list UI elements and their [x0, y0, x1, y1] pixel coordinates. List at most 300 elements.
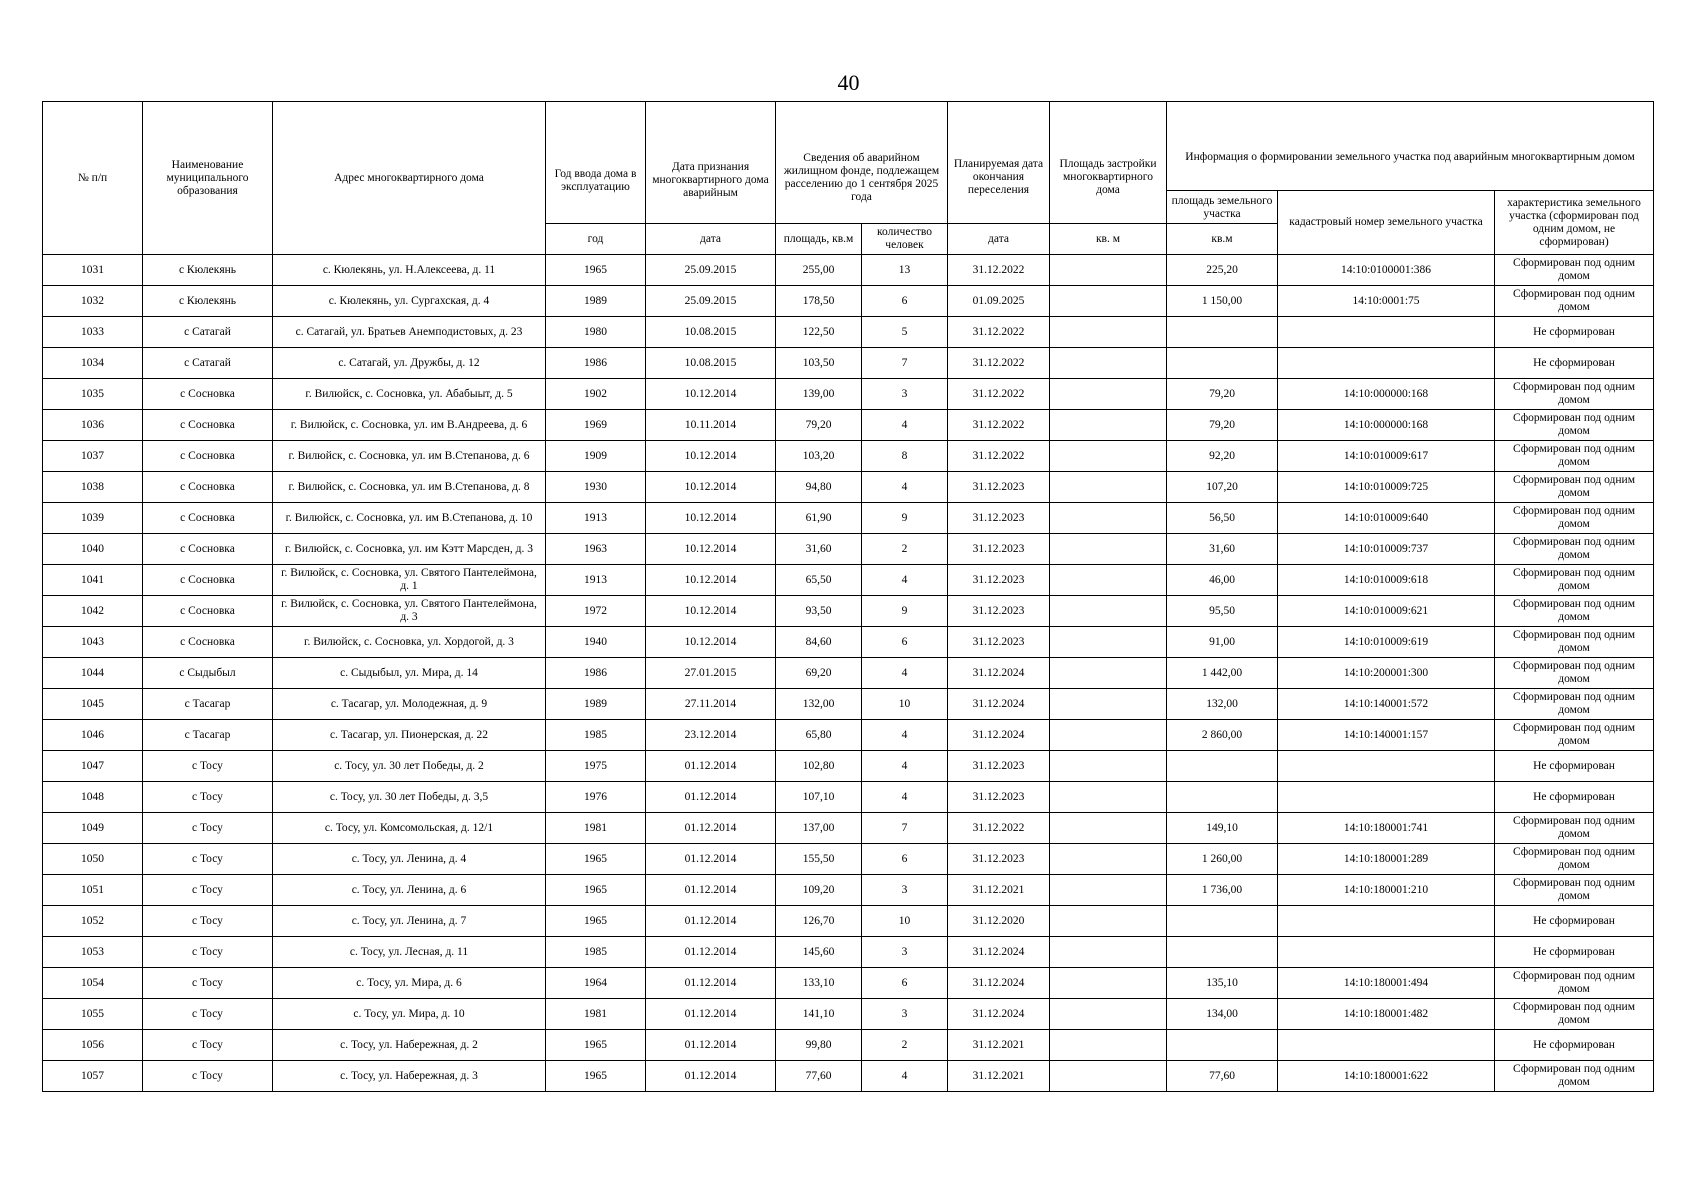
cell-land-area: 1 260,00	[1167, 844, 1278, 875]
table-row	[43, 689, 1654, 720]
cell-people: 4	[862, 410, 948, 441]
cell-characteristic: Сформирован под одним домом	[1495, 658, 1654, 689]
table-row	[43, 720, 1654, 751]
cell-municipality: с Сосновка	[143, 534, 273, 565]
cell-people: 4	[862, 565, 948, 596]
cell-land-area: 2 860,00	[1167, 720, 1278, 751]
cell-address: с. Сыдыбыл, ул. Мира, д. 14	[273, 658, 546, 689]
table-row	[43, 317, 1654, 348]
cell-emergency-date: 27.11.2014	[646, 689, 776, 720]
cell-people: 4	[862, 1061, 948, 1092]
cell-area: 255,00	[776, 255, 862, 286]
cell-planned-end: 31.12.2023	[948, 503, 1050, 534]
cell-characteristic: Сформирован под одним домом	[1495, 720, 1654, 751]
table-body	[43, 255, 1654, 1092]
cell-people: 3	[862, 379, 948, 410]
cell-planned-end: 31.12.2023	[948, 534, 1050, 565]
table-header	[43, 102, 1654, 255]
header-unit-people: количество человек	[862, 224, 948, 255]
header-unit-date: дата	[646, 224, 776, 255]
cell-land-area	[1167, 906, 1278, 937]
cell-municipality: с Тосу	[143, 1030, 273, 1061]
cell-municipality: с Тосу	[143, 751, 273, 782]
cell-built-area	[1050, 813, 1167, 844]
cell-address: с. Тосу, ул. Набережная, д. 2	[273, 1030, 546, 1061]
table-row	[43, 813, 1654, 844]
header-unit-year: год	[546, 224, 646, 255]
cell-emergency-date: 10.12.2014	[646, 534, 776, 565]
cell-year: 1902	[546, 379, 646, 410]
cell-land-area	[1167, 1030, 1278, 1061]
cell-no: 1046	[43, 720, 143, 751]
cell-planned-end: 31.12.2021	[948, 875, 1050, 906]
cell-address: с. Тосу, ул. Ленина, д. 6	[273, 875, 546, 906]
table-row	[43, 503, 1654, 534]
cell-people: 3	[862, 937, 948, 968]
cell-land-area: 91,00	[1167, 627, 1278, 658]
cell-planned-end: 31.12.2022	[948, 255, 1050, 286]
header-unit-sqm-land: кв.м	[1167, 224, 1278, 255]
cell-land-area: 1 736,00	[1167, 875, 1278, 906]
housing-table	[42, 101, 1654, 1092]
cell-area: 102,80	[776, 751, 862, 782]
cell-characteristic: Сформирован под одним домом	[1495, 565, 1654, 596]
cell-year: 1985	[546, 720, 646, 751]
cell-no: 1047	[43, 751, 143, 782]
cell-area: 69,20	[776, 658, 862, 689]
table-row	[43, 906, 1654, 937]
cell-address: с. Тосу, ул. Мира, д. 6	[273, 968, 546, 999]
cell-cadastral: 14:10:010009:737	[1278, 534, 1495, 565]
cell-area: 99,80	[776, 1030, 862, 1061]
cell-emergency-date: 10.08.2015	[646, 317, 776, 348]
cell-address: с. Тосу, ул. Ленина, д. 7	[273, 906, 546, 937]
table-row	[43, 875, 1654, 906]
cell-address: с. Сатагай, ул. Братьев Анемподистовых, д. 23	[273, 317, 546, 348]
cell-no: 1043	[43, 627, 143, 658]
table-row	[43, 782, 1654, 813]
cell-area: 126,70	[776, 906, 862, 937]
cell-no: 1055	[43, 999, 143, 1030]
cell-address: с. Кюлекянь, ул. Н.Алексеева, д. 11	[273, 255, 546, 286]
cell-emergency-date: 01.12.2014	[646, 813, 776, 844]
cell-emergency-date: 01.12.2014	[646, 906, 776, 937]
cell-address: с. Тосу, ул. Комсомольская, д. 12/1	[273, 813, 546, 844]
table-row	[43, 937, 1654, 968]
header-land-area: площадь земельного участка	[1167, 191, 1278, 224]
table-row	[43, 999, 1654, 1030]
header-characteristic: характеристика земельного участка (сформирован под одним домом, не сформирован)	[1495, 191, 1654, 255]
cell-emergency-date: 10.12.2014	[646, 472, 776, 503]
cell-people: 6	[862, 286, 948, 317]
cell-planned-end: 31.12.2021	[948, 1030, 1050, 1061]
cell-municipality: с Сатагай	[143, 317, 273, 348]
cell-address: г. Вилюйск, с. Сосновка, ул. им В.Степанова, д. 8	[273, 472, 546, 503]
cell-address: с. Тасагар, ул. Молодежная, д. 9	[273, 689, 546, 720]
cell-planned-end: 01.09.2025	[948, 286, 1050, 317]
cell-address: г. Вилюйск, с. Сосновка, ул. Святого Пантелеймона, д. 1	[273, 565, 546, 596]
cell-emergency-date: 10.12.2014	[646, 441, 776, 472]
cell-emergency-date: 10.12.2014	[646, 565, 776, 596]
cell-built-area	[1050, 968, 1167, 999]
cell-land-area: 79,20	[1167, 379, 1278, 410]
cell-cadastral	[1278, 348, 1495, 379]
cell-area: 84,60	[776, 627, 862, 658]
cell-land-area: 79,20	[1167, 410, 1278, 441]
cell-emergency-date: 10.12.2014	[646, 627, 776, 658]
cell-people: 5	[862, 317, 948, 348]
cell-address: г. Вилюйск, с. Сосновка, ул. Святого Пантелеймона, д. 3	[273, 596, 546, 627]
cell-land-area: 56,50	[1167, 503, 1278, 534]
cell-land-area: 149,10	[1167, 813, 1278, 844]
cell-area: 79,20	[776, 410, 862, 441]
cell-characteristic: Не сформирован	[1495, 782, 1654, 813]
cell-year: 1981	[546, 999, 646, 1030]
cell-area: 61,90	[776, 503, 862, 534]
cell-cadastral: 14:10:200001:300	[1278, 658, 1495, 689]
cell-emergency-date: 01.12.2014	[646, 999, 776, 1030]
cell-year: 1986	[546, 348, 646, 379]
cell-planned-end: 31.12.2022	[948, 410, 1050, 441]
table-row	[43, 627, 1654, 658]
table-row	[43, 844, 1654, 875]
cell-address: с. Тосу, ул. Набережная, д. 3	[273, 1061, 546, 1092]
cell-year: 1965	[546, 875, 646, 906]
cell-year: 1930	[546, 472, 646, 503]
header-no: № п/п	[43, 102, 143, 255]
header-unit-area: площадь, кв.м	[776, 224, 862, 255]
cell-cadastral: 14:10:180001:741	[1278, 813, 1495, 844]
cell-no: 1052	[43, 906, 143, 937]
cell-cadastral: 14:10:010009:621	[1278, 596, 1495, 627]
cell-no: 1036	[43, 410, 143, 441]
cell-cadastral: 14:10:010009:725	[1278, 472, 1495, 503]
table-row	[43, 410, 1654, 441]
header-planned-end: Планируемая дата окончания переселения	[948, 102, 1050, 224]
cell-year: 1975	[546, 751, 646, 782]
header-cadastral: кадастровый номер земельного участка	[1278, 191, 1495, 255]
cell-year: 1965	[546, 844, 646, 875]
cell-planned-end: 31.12.2024	[948, 968, 1050, 999]
cell-built-area	[1050, 317, 1167, 348]
cell-no: 1031	[43, 255, 143, 286]
cell-address: г. Вилюйск, с. Сосновка, ул. им Кэтт Марсден, д. 3	[273, 534, 546, 565]
cell-planned-end: 31.12.2022	[948, 813, 1050, 844]
cell-built-area	[1050, 596, 1167, 627]
cell-year: 1989	[546, 689, 646, 720]
cell-area: 31,60	[776, 534, 862, 565]
cell-year: 1969	[546, 410, 646, 441]
cell-built-area	[1050, 844, 1167, 875]
cell-address: с. Сатагай, ул. Дружбы, д. 12	[273, 348, 546, 379]
cell-land-area: 46,00	[1167, 565, 1278, 596]
cell-no: 1039	[43, 503, 143, 534]
cell-land-area: 95,50	[1167, 596, 1278, 627]
cell-land-area: 1 150,00	[1167, 286, 1278, 317]
cell-year: 1965	[546, 906, 646, 937]
cell-planned-end: 31.12.2023	[948, 782, 1050, 813]
cell-cadastral: 14:10:0001:75	[1278, 286, 1495, 317]
cell-area: 109,20	[776, 875, 862, 906]
cell-built-area	[1050, 286, 1167, 317]
cell-no: 1034	[43, 348, 143, 379]
cell-year: 1913	[546, 503, 646, 534]
header-land-info: Информация о формировании земельного участка под аварийным многоквартирным домом	[1167, 102, 1654, 191]
cell-land-area: 132,00	[1167, 689, 1278, 720]
cell-no: 1053	[43, 937, 143, 968]
cell-built-area	[1050, 503, 1167, 534]
cell-people: 13	[862, 255, 948, 286]
header-emergency-date: Дата признания многоквартирного дома аварийным	[646, 102, 776, 224]
cell-municipality: с Сыдыбыл	[143, 658, 273, 689]
header-year-in-operation: Год ввода дома в эксплуатацию	[546, 102, 646, 224]
cell-built-area	[1050, 875, 1167, 906]
cell-people: 9	[862, 596, 948, 627]
cell-characteristic: Не сформирован	[1495, 937, 1654, 968]
cell-no: 1040	[43, 534, 143, 565]
cell-emergency-date: 10.12.2014	[646, 379, 776, 410]
cell-emergency-date: 01.12.2014	[646, 968, 776, 999]
cell-area: 103,20	[776, 441, 862, 472]
cell-no: 1051	[43, 875, 143, 906]
cell-characteristic: Не сформирован	[1495, 317, 1654, 348]
cell-land-area: 134,00	[1167, 999, 1278, 1030]
cell-cadastral: 14:10:0100001:386	[1278, 255, 1495, 286]
cell-characteristic: Сформирован под одним домом	[1495, 689, 1654, 720]
cell-no: 1032	[43, 286, 143, 317]
cell-municipality: с Кюлекянь	[143, 255, 273, 286]
cell-people: 10	[862, 906, 948, 937]
cell-no: 1042	[43, 596, 143, 627]
cell-municipality: с Кюлекянь	[143, 286, 273, 317]
cell-municipality: с Сатагай	[143, 348, 273, 379]
cell-no: 1044	[43, 658, 143, 689]
cell-area: 77,60	[776, 1061, 862, 1092]
cell-municipality: с Сосновка	[143, 627, 273, 658]
cell-year: 1965	[546, 1030, 646, 1061]
cell-built-area	[1050, 348, 1167, 379]
cell-land-area	[1167, 348, 1278, 379]
cell-land-area	[1167, 937, 1278, 968]
cell-year: 1940	[546, 627, 646, 658]
table-row	[43, 596, 1654, 627]
cell-characteristic: Сформирован под одним домом	[1495, 627, 1654, 658]
cell-area: 145,60	[776, 937, 862, 968]
cell-land-area: 107,20	[1167, 472, 1278, 503]
cell-area: 141,10	[776, 999, 862, 1030]
cell-emergency-date: 23.12.2014	[646, 720, 776, 751]
cell-year: 1976	[546, 782, 646, 813]
cell-planned-end: 31.12.2024	[948, 689, 1050, 720]
cell-cadastral: 14:10:180001:482	[1278, 999, 1495, 1030]
table-row	[43, 441, 1654, 472]
cell-municipality: с Сосновка	[143, 410, 273, 441]
cell-planned-end: 31.12.2023	[948, 751, 1050, 782]
cell-built-area	[1050, 441, 1167, 472]
cell-characteristic: Сформирован под одним домом	[1495, 255, 1654, 286]
cell-address: с. Тосу, ул. Лесная, д. 11	[273, 937, 546, 968]
cell-municipality: с Сосновка	[143, 379, 273, 410]
cell-municipality: с Тосу	[143, 999, 273, 1030]
cell-built-area	[1050, 565, 1167, 596]
cell-no: 1035	[43, 379, 143, 410]
cell-planned-end: 31.12.2024	[948, 658, 1050, 689]
table-row	[43, 255, 1654, 286]
cell-cadastral: 14:10:010009:619	[1278, 627, 1495, 658]
header-unit-date-end: дата	[948, 224, 1050, 255]
cell-year: 1965	[546, 255, 646, 286]
cell-characteristic: Сформирован под одним домом	[1495, 410, 1654, 441]
cell-address: г. Вилюйск, с. Сосновка, ул. Абабыыт, д. 5	[273, 379, 546, 410]
cell-municipality: с Сосновка	[143, 503, 273, 534]
cell-characteristic: Сформирован под одним домом	[1495, 999, 1654, 1030]
cell-planned-end: 31.12.2023	[948, 596, 1050, 627]
cell-address: с. Кюлекянь, ул. Сургахская, д. 4	[273, 286, 546, 317]
cell-area: 133,10	[776, 968, 862, 999]
cell-planned-end: 31.12.2022	[948, 441, 1050, 472]
header-emergency-fund: Сведения об аварийном жилищном фонде, подлежащем расселению до 1 сентября 2025 года	[776, 102, 948, 224]
cell-no: 1041	[43, 565, 143, 596]
cell-cadastral: 14:10:000000:168	[1278, 379, 1495, 410]
cell-planned-end: 31.12.2022	[948, 348, 1050, 379]
cell-no: 1050	[43, 844, 143, 875]
cell-characteristic: Сформирован под одним домом	[1495, 286, 1654, 317]
header-built-area: Площадь застройки многоквартирного дома	[1050, 102, 1167, 224]
cell-characteristic: Не сформирован	[1495, 348, 1654, 379]
cell-land-area: 31,60	[1167, 534, 1278, 565]
cell-characteristic: Сформирован под одним домом	[1495, 1061, 1654, 1092]
cell-characteristic: Сформирован под одним домом	[1495, 968, 1654, 999]
cell-people: 7	[862, 348, 948, 379]
cell-built-area	[1050, 255, 1167, 286]
cell-cadastral: 14:10:140001:572	[1278, 689, 1495, 720]
header-address: Адрес многоквартирного дома	[273, 102, 546, 255]
cell-no: 1045	[43, 689, 143, 720]
cell-built-area	[1050, 782, 1167, 813]
cell-people: 10	[862, 689, 948, 720]
cell-characteristic: Сформирован под одним домом	[1495, 596, 1654, 627]
cell-characteristic: Сформирован под одним домом	[1495, 844, 1654, 875]
cell-address: г. Вилюйск, с. Сосновка, ул. им В.Андреева, д. 6	[273, 410, 546, 441]
cell-planned-end: 31.12.2024	[948, 999, 1050, 1030]
cell-built-area	[1050, 689, 1167, 720]
cell-municipality: с Тосу	[143, 813, 273, 844]
cell-cadastral: 14:10:180001:622	[1278, 1061, 1495, 1092]
cell-people: 4	[862, 751, 948, 782]
cell-characteristic: Сформирован под одним домом	[1495, 875, 1654, 906]
page-number: 40	[837, 70, 860, 95]
header-municipality: Наименование муниципального образования	[143, 102, 273, 255]
table-row	[43, 534, 1654, 565]
cell-address: г. Вилюйск, с. Сосновка, ул. им В.Степанова, д. 6	[273, 441, 546, 472]
cell-area: 155,50	[776, 844, 862, 875]
cell-planned-end: 31.12.2024	[948, 720, 1050, 751]
cell-cadastral	[1278, 906, 1495, 937]
cell-characteristic: Сформирован под одним домом	[1495, 813, 1654, 844]
cell-land-area: 92,20	[1167, 441, 1278, 472]
cell-municipality: с Тосу	[143, 1061, 273, 1092]
cell-municipality: с Тасагар	[143, 689, 273, 720]
cell-land-area	[1167, 317, 1278, 348]
cell-address: с. Тасагар, ул. Пионерская, д. 22	[273, 720, 546, 751]
cell-area: 178,50	[776, 286, 862, 317]
table-row	[43, 565, 1654, 596]
cell-area: 65,50	[776, 565, 862, 596]
cell-built-area	[1050, 410, 1167, 441]
cell-land-area	[1167, 751, 1278, 782]
cell-planned-end: 31.12.2021	[948, 1061, 1050, 1092]
cell-people: 8	[862, 441, 948, 472]
cell-land-area	[1167, 782, 1278, 813]
cell-planned-end: 31.12.2023	[948, 844, 1050, 875]
cell-year: 1986	[546, 658, 646, 689]
cell-municipality: с Тасагар	[143, 720, 273, 751]
cell-address: с. Тосу, ул. Ленина, д. 4	[273, 844, 546, 875]
cell-area: 107,10	[776, 782, 862, 813]
cell-people: 3	[862, 875, 948, 906]
cell-area: 93,50	[776, 596, 862, 627]
cell-people: 4	[862, 658, 948, 689]
cell-address: г. Вилюйск, с. Сосновка, ул. Хордогой, д. 3	[273, 627, 546, 658]
cell-cadastral: 14:10:010009:617	[1278, 441, 1495, 472]
cell-emergency-date: 01.12.2014	[646, 844, 776, 875]
cell-municipality: с Сосновка	[143, 596, 273, 627]
table-row	[43, 286, 1654, 317]
cell-emergency-date: 01.12.2014	[646, 751, 776, 782]
cell-planned-end: 31.12.2023	[948, 627, 1050, 658]
cell-planned-end: 31.12.2024	[948, 937, 1050, 968]
cell-cadastral: 14:10:010009:640	[1278, 503, 1495, 534]
cell-year: 1989	[546, 286, 646, 317]
cell-municipality: с Сосновка	[143, 565, 273, 596]
cell-planned-end: 31.12.2022	[948, 317, 1050, 348]
cell-land-area: 77,60	[1167, 1061, 1278, 1092]
cell-area: 139,00	[776, 379, 862, 410]
cell-characteristic: Сформирован под одним домом	[1495, 441, 1654, 472]
cell-cadastral: 14:10:180001:494	[1278, 968, 1495, 999]
cell-municipality: с Сосновка	[143, 441, 273, 472]
cell-year: 1913	[546, 565, 646, 596]
cell-year: 1985	[546, 937, 646, 968]
cell-cadastral	[1278, 937, 1495, 968]
cell-cadastral: 14:10:010009:618	[1278, 565, 1495, 596]
table-row	[43, 1030, 1654, 1061]
cell-area: 132,00	[776, 689, 862, 720]
cell-people: 6	[862, 844, 948, 875]
cell-no: 1048	[43, 782, 143, 813]
cell-planned-end: 31.12.2020	[948, 906, 1050, 937]
cell-characteristic: Сформирован под одним домом	[1495, 379, 1654, 410]
cell-characteristic: Сформирован под одним домом	[1495, 472, 1654, 503]
cell-emergency-date: 27.01.2015	[646, 658, 776, 689]
cell-no: 1037	[43, 441, 143, 472]
cell-built-area	[1050, 472, 1167, 503]
cell-built-area	[1050, 627, 1167, 658]
table-row	[43, 1061, 1654, 1092]
cell-planned-end: 31.12.2023	[948, 565, 1050, 596]
table-row	[43, 751, 1654, 782]
cell-municipality: с Сосновка	[143, 472, 273, 503]
cell-people: 3	[862, 999, 948, 1030]
table-row	[43, 472, 1654, 503]
table-row	[43, 658, 1654, 689]
cell-characteristic: Не сформирован	[1495, 751, 1654, 782]
cell-cadastral	[1278, 751, 1495, 782]
cell-characteristic: Сформирован под одним домом	[1495, 503, 1654, 534]
cell-municipality: с Тосу	[143, 906, 273, 937]
cell-cadastral: 14:10:180001:289	[1278, 844, 1495, 875]
cell-people: 6	[862, 627, 948, 658]
